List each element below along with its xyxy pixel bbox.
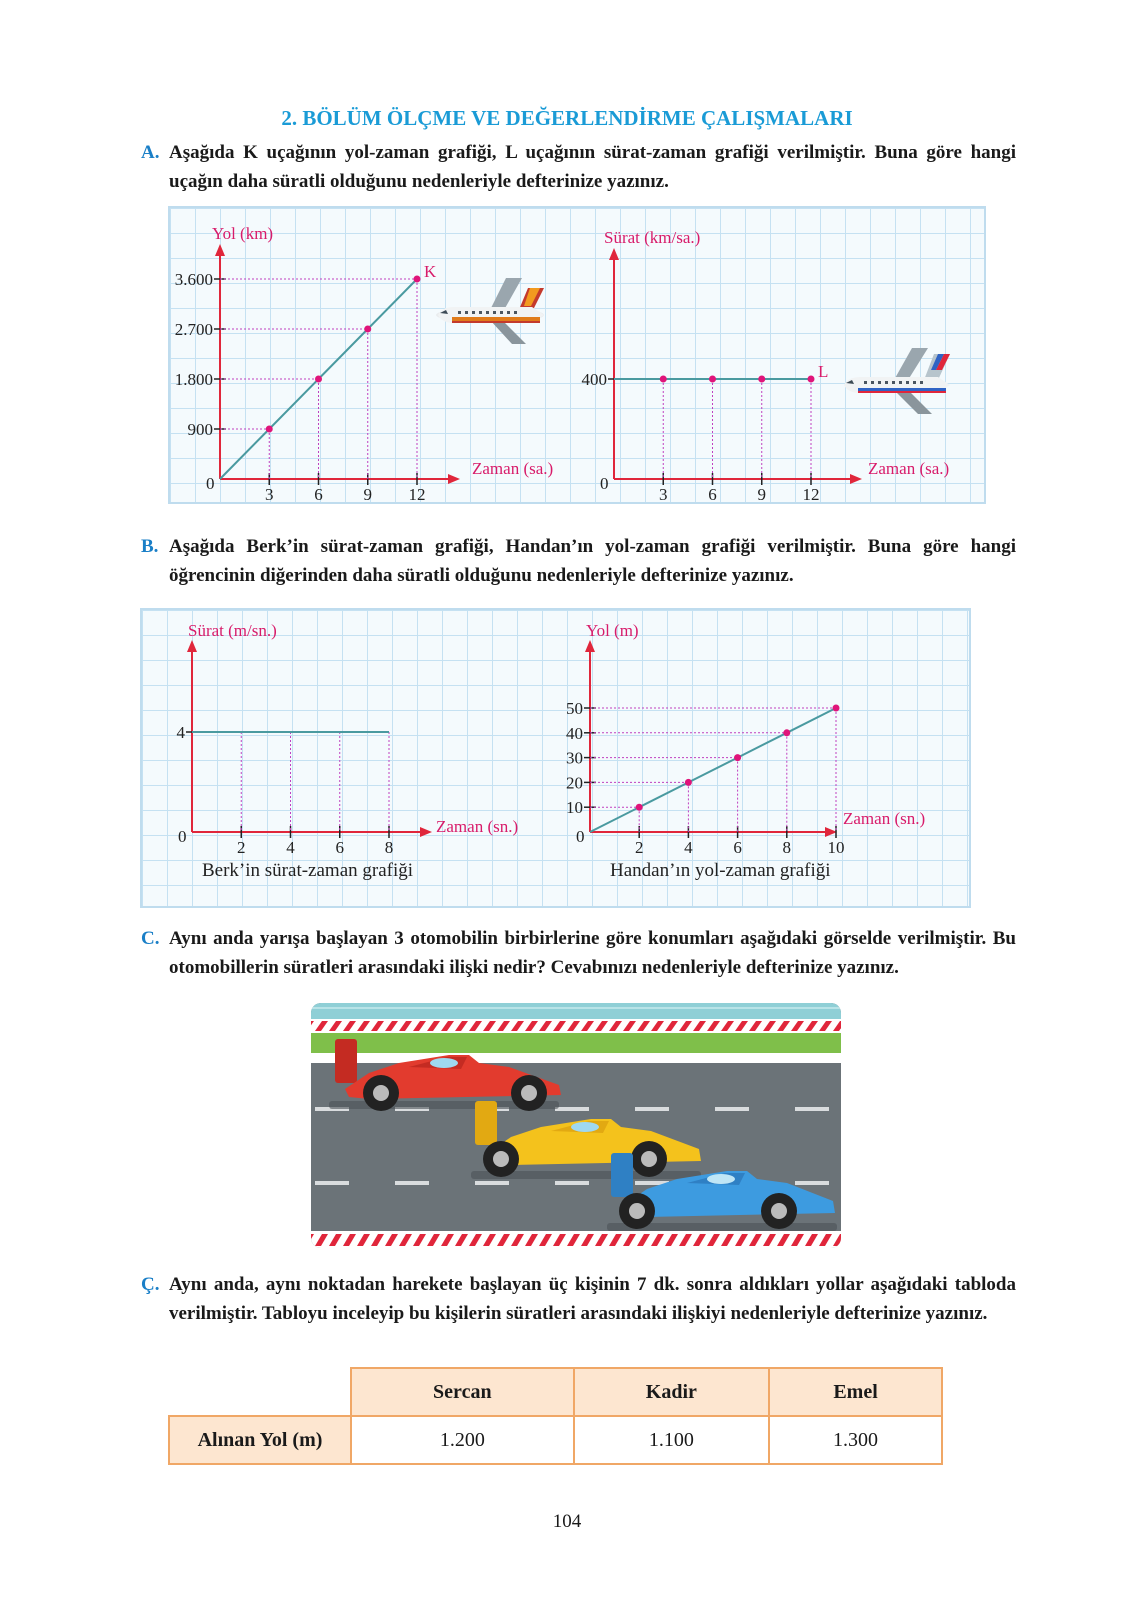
y-tick-label: 30 <box>566 748 583 768</box>
data-point <box>709 376 716 383</box>
chart-caption: Handan’ın yol-zaman grafiği <box>610 860 831 881</box>
y-axis-label: Yol (km) <box>212 224 274 243</box>
y-axis-label: Sürat (km/sa.) <box>604 228 701 247</box>
data-point <box>758 376 765 383</box>
x-tick-label: 6 <box>314 485 323 504</box>
lane-marking <box>315 1181 349 1185</box>
table-cell: 1.300 <box>769 1416 942 1464</box>
table-row <box>169 1416 942 1464</box>
question-letter: Ç. <box>141 1274 160 1295</box>
data-point <box>315 376 322 383</box>
point-label: K <box>424 262 437 281</box>
y-tick-label: 1.800 <box>174 370 213 389</box>
y-axis-arrow <box>609 248 619 260</box>
lane-marking <box>795 1181 829 1185</box>
origin-label: 0 <box>576 827 585 846</box>
y-tick-label: 50 <box>566 699 583 718</box>
y-axis-label: Yol (m) <box>586 621 639 640</box>
data-point <box>833 705 840 712</box>
x-tick-label: 2 <box>634 838 644 857</box>
origin-label: 0 <box>600 474 609 493</box>
table-cell: 1.100 <box>574 1416 769 1464</box>
series-line <box>590 708 836 832</box>
question-letter: A. <box>141 142 160 163</box>
x-tick-label: 3 <box>265 485 274 504</box>
y-tick-label: 3.600 <box>174 270 213 289</box>
graph-panel-a <box>168 206 986 504</box>
question-c <box>141 924 1016 982</box>
data-point <box>734 754 741 761</box>
y-tick-label: 20 <box>566 773 583 793</box>
x-tick-label: 4 <box>286 838 295 857</box>
question-text: Aşağıda Berk’in sürat-zaman grafiği, Handan’ın yol-zaman grafiği verilmiştir. Buna göre hangi öğrencinin diğerinden daha süratli olduğunu nedenleriyle defterinize yazınız. <box>169 536 1016 586</box>
question-text: Aşağıda K uçağının yol-zaman grafiği, L uçağının sürat-zaman grafiği verilmiştir. Buna göre hangi uçağın daha süratli olduğunu nedenleriyle defterinize yazınız. <box>169 142 1016 192</box>
data-point <box>660 376 667 383</box>
x-axis-arrow <box>448 474 460 484</box>
origin-label: 0 <box>206 474 215 493</box>
question-b <box>141 532 1016 590</box>
table-cell: 1.200 <box>351 1416 574 1464</box>
graphs-berk-handan <box>140 608 971 908</box>
x-axis-arrow <box>420 827 432 837</box>
table-empty-cell <box>169 1368 351 1416</box>
question-d <box>141 1270 1016 1328</box>
lane-marking <box>555 1107 589 1111</box>
airplane-l-icon <box>838 348 962 414</box>
graph-panel-b <box>140 608 971 908</box>
x-tick-label: 6 <box>335 838 344 857</box>
y-axis-arrow <box>187 640 197 652</box>
data-point <box>364 326 371 333</box>
data-point <box>414 276 421 283</box>
x-tick-label: 10 <box>827 838 845 857</box>
x-tick-label: 9 <box>363 485 372 504</box>
point-label: L <box>818 362 829 381</box>
x-tick-label: 12 <box>408 485 426 504</box>
x-axis-arrow <box>850 474 862 484</box>
lane-marking <box>795 1107 829 1111</box>
table-col-header: Kadir <box>574 1368 769 1416</box>
x-tick-label: 8 <box>384 838 394 857</box>
airplane-k-icon <box>432 278 556 344</box>
x-tick-label: 2 <box>237 838 246 857</box>
lane-marking <box>395 1181 429 1185</box>
question-a <box>141 138 1016 196</box>
x-tick-label: 9 <box>757 485 766 504</box>
table-row-header: Alınan Yol (m) <box>169 1416 351 1464</box>
question-text: Aynı anda, aynı noktadan harekete başlayan üç kişinin 7 dk. sonra aldıkları yollar aşağıdaki tabloda verilmiştir. Tabloyu inceleyip bu kişilerin süratleri arasındaki ilişkiyi nedenleriyle defterinize yazınız. <box>169 1274 1016 1324</box>
table-header-row <box>169 1368 942 1416</box>
data-point <box>808 376 815 383</box>
race-track-illustration <box>311 1003 841 1248</box>
lane-marking <box>555 1181 589 1185</box>
x-tick-label: 6 <box>708 485 717 504</box>
x-axis-label: Zaman (sn.) <box>843 809 926 828</box>
origin-label: 0 <box>178 827 187 846</box>
lane-marking <box>715 1107 749 1111</box>
data-point <box>783 729 790 736</box>
x-axis-label: Zaman (sn.) <box>436 817 519 836</box>
x-axis-label: Zaman (sa.) <box>868 459 950 478</box>
table-col-header: Emel <box>769 1368 942 1416</box>
y-tick-label: 10 <box>566 798 583 818</box>
lane-marking <box>635 1107 669 1111</box>
x-tick-label: 6 <box>733 838 742 857</box>
x-tick-label: 4 <box>684 838 693 857</box>
x-tick-label: 3 <box>659 485 668 504</box>
chart-caption: Berk’in sürat-zaman grafiği <box>202 860 414 881</box>
y-tick-label: 900 <box>187 420 213 439</box>
race-track-svg <box>311 1003 841 1248</box>
y-tick-label: 400 <box>581 370 607 389</box>
question-text: Aynı anda yarışa başlayan 3 otomobilin birbirlerine göre konumları aşağıdaki görselde verilmiştir. Bu otomobillerin süratleri arasındaki ilişki nedir? Cevabınızı nedenleriyle defterinize yazınız. <box>169 928 1016 978</box>
y-axis-arrow <box>215 244 225 256</box>
x-tick-label: 8 <box>782 838 792 857</box>
x-axis-arrow <box>825 827 837 837</box>
question-letter: C. <box>141 928 160 949</box>
y-axis-arrow <box>585 640 595 652</box>
lane-marking <box>475 1181 509 1185</box>
question-letter: B. <box>141 536 159 557</box>
y-tick-label: 40 <box>566 723 583 743</box>
distance-table <box>168 1367 943 1465</box>
data-point <box>266 426 273 433</box>
page-number: 104 <box>552 1511 582 1532</box>
y-tick-label: 4 <box>176 723 185 742</box>
data-point <box>636 804 643 811</box>
y-tick-label: 2.700 <box>174 320 213 339</box>
data-point <box>685 779 692 786</box>
section-title: 2. BÖLÜM ÖLÇME VE DEĞERLENDİRME ÇALIŞMALARI <box>281 106 853 130</box>
table-col-header: Sercan <box>351 1368 574 1416</box>
x-axis-label: Zaman (sa.) <box>472 459 554 478</box>
y-axis-label: Sürat (m/sn.) <box>188 621 277 640</box>
x-tick-label: 12 <box>802 485 820 504</box>
